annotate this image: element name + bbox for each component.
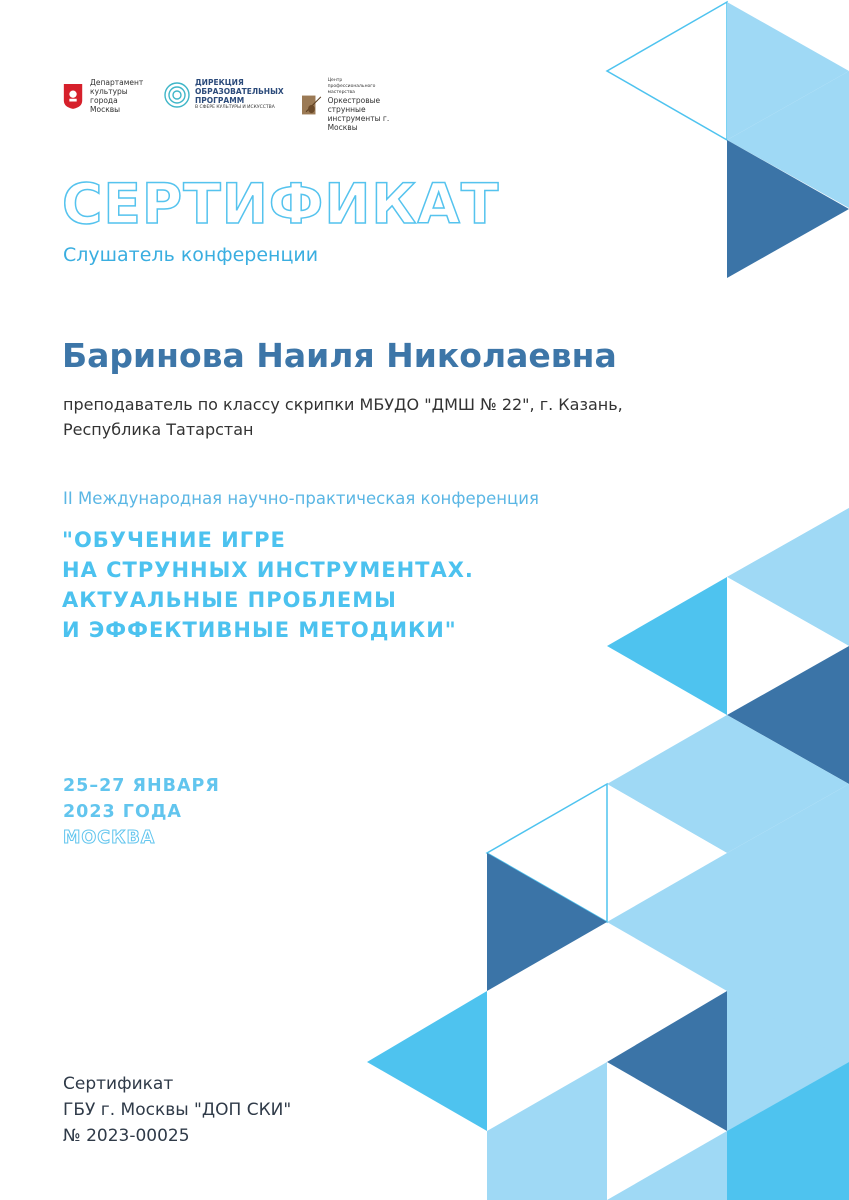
moscow-emblem-icon [62,81,84,111]
dark-triangle-br3 [607,991,727,1131]
recipient-position: преподаватель по классу скрипки МБУДО "ДМШ № 22", г. Казань, Республика Татарстан [63,395,623,439]
footer-line-1: Сертификат [63,1074,174,1094]
conference-title-line-2: НА СТРУННЫХ ИНСТРУМЕНТАХ. [62,558,474,582]
center-logo-top: Центр профессионального мастерства [327,78,376,95]
conference-dates [63,773,220,851]
conference-city: МОСКВА [63,828,156,848]
certificate-title: СЕРТИФИКАТ [62,172,500,236]
conference-title [62,525,474,645]
directorate-logo-text: ДИРЕКЦИЯ ОБРАЗОВАТЕЛЬНЫХ ПРОГРАММ [195,78,284,105]
center-logo-main: Оркестровые струнные инструменты г. Москвы [327,96,390,132]
center-logo [302,78,391,132]
footer-line-2: ГБУ г. Москвы "ДОП СКИ" [63,1100,292,1120]
certificate-subtitle: Слушатель конференции [63,244,319,266]
certificate-number: № 2023-00025 [63,1126,190,1146]
dark-triangle-br2 [487,853,607,991]
violin-icon [302,89,324,121]
concentric-circles-icon [164,82,190,108]
certificate-footer [63,1071,291,1149]
dept-logo [62,78,145,114]
dept-logo-text: Департамент культуры города Москвы [90,78,144,114]
directorate-logo-sub: В СФЕРЕ КУЛЬТУРЫ И ИСКУССТВА [195,105,275,110]
mid-triangle-br1 [607,577,727,715]
recipient-name: Баринова Наиля Николаевна [62,336,617,375]
outline-triangle-top [607,2,727,140]
conference-line: II Международная научно-практическая конференция [63,489,539,508]
mid-triangle-br2 [367,991,487,1131]
dates-line-2: 2023 ГОДА [63,802,182,822]
conference-title-line-4: И ЭФФЕКТИВНЫЕ МЕТОДИКИ" [62,618,457,642]
conference-title-line-3: АКТУАЛЬНЫЕ ПРОБЛЕМЫ [62,588,397,612]
directorate-logo [164,78,284,111]
conference-title-line-1: "ОБУЧЕНИЕ ИГРЕ [62,528,286,552]
dates-line-1: 25–27 ЯНВАРЯ [63,776,220,796]
light-triangle-br11 [607,1131,727,1200]
